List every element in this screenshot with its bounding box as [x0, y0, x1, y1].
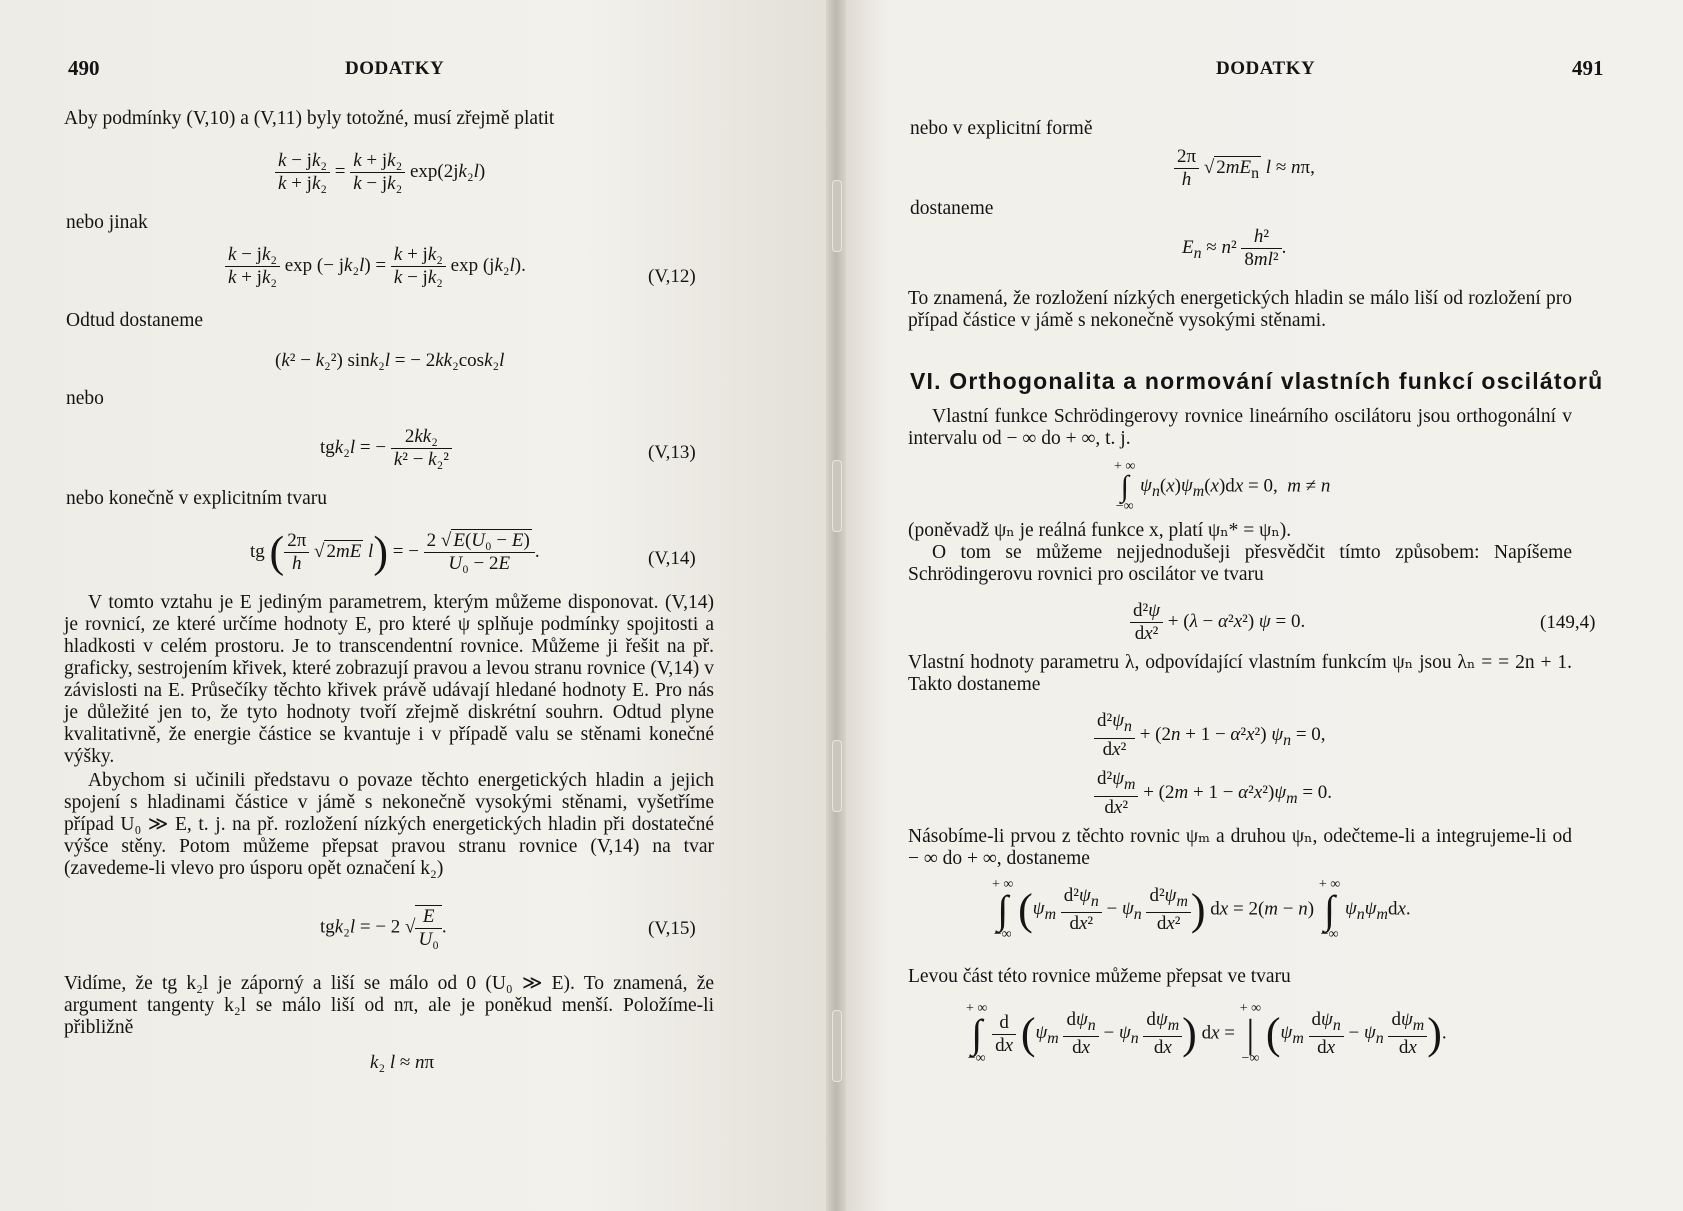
equation: $\frac{d^2\psi_m}{\text{dx²}}$ + $(2m + 1 - \alpha^2x^2)\psi_m = 0$.	[1094, 768, 1332, 819]
page-number: 490	[68, 56, 100, 80]
equation: tg ( $\frac{2\pi}{h}$ √ 2mE l) = − $\frac{\text{2 √ E(U₀ − E)}}{\text{U₀ − 2E}}$ .	[250, 527, 540, 577]
equation-number: (V,12)	[648, 266, 696, 287]
equation: tgk₂l = − 2 √ $\frac{E}{\text{U₀}}$ .	[320, 906, 447, 950]
text-line: dostaneme	[910, 198, 994, 219]
paragraph: O tom se můžeme nejjednodušeji přesvědčit tímto způsobem: Napíšeme Schrödingerovu rovnici pro oscilátor ve tvaru	[908, 542, 1572, 585]
paragraph: Abychom si učinili představu o povaze těchto energetických hladin a jejich spojení s hladinami částice v jámě s nekonečně vysokými stěnami, vyšetříme případ U₀ ≫ E, t. j. na př. rozložení nízkých energetických hladin při dostatečné výšce stěny. Potom můžeme přepsat pravou stranu rovnice (V,14) na tvar (zavedeme-li vlevo pro úsporu opět označení k₂)	[64, 770, 714, 879]
equation: $E_n \approx n^2$ $\frac{\text{h²}}{\text{8ml²}}$ .	[1182, 226, 1287, 270]
equation: + ∞ ∫ −∞ ($\psi_m$ $\frac{d^2\psi_n}{\text{dx²}}$ − $\psi_n$ $\frac{d^2\psi_m}{\text{dx²}}$ ) dx = 2(m − n) + ∞ ∫ −∞ $\psi_n\psi_mdx$.	[992, 877, 1411, 942]
paragraph: V tomto vztahu je E jediným parametrem, kterým můžeme disponovat. (V,14) je rovnicí, ze které určíme hodnoty E, pro které ψ splňuje podmínky spojitosti a hladkosti v celém prostoru. Je to transcendentní rovnice. Můžeme ji řešit na př. graficky, sestrojením křivek, které zobrazují pravou a levou stranu rovnice (V,14) v závislosti na E. Průsečíky těchto křivek právě udávají hledané hodnoty E. Pro nás je důležité jen to, že tyto hodnoty tvoří zřejmě diskrétní souhrn. Odtud plyne kvalitativně, že energie částice se kvantuje i v případě valu se stěnami konečné výšky.	[64, 592, 714, 767]
equation-number: (V,14)	[648, 548, 696, 569]
running-head: DODATKY	[345, 58, 445, 79]
equation: (k² − k₂²) sink₂l = − 2kk₂cosk₂l	[275, 350, 505, 371]
equation-number: (149,4)	[1540, 612, 1596, 633]
text-line: (poněvadž ψₙ je reálná funkce x, platí ψₙ* = ψₙ).	[908, 520, 1292, 541]
equation: $\frac{\text{k − jk₂}}{\text{k + jk₂}}$ = $\frac{\text{k + jk₂}}{\text{k − jk₂}}$ exp(2jk₂l)	[275, 150, 485, 195]
equation: + ∞ ∫ −∞ $\frac{d}{dx}$ ($\psi_m$ $\frac{d\psi_n}{dx}$ − $\psi_n$ $\frac{d\psi_m}{dx}$ ) dx = + ∞ | −∞ ($\psi_m$ $\frac{d\psi_n}{dx}$ − $\psi_n$ $\frac{d\psi_m}{dx}$ ).	[966, 1001, 1447, 1066]
text-line: Levou část této rovnice můžeme přepsat ve tvaru	[908, 966, 1291, 987]
text-line: nebo konečně v explicitním tvaru	[66, 488, 328, 509]
left-page	[0, 0, 836, 1211]
equation: + ∞ ∫ −∞ $\psi_n(x)\psi_m(x)dx = 0$, m ≠ n	[1114, 459, 1331, 514]
binding-stitch	[832, 740, 842, 812]
binding-stitch	[832, 1010, 842, 1082]
equation: $\frac{2\pi}{h}$ √ $2mE_n$ l ≈ nπ,	[1174, 146, 1315, 191]
paragraph: To znamená, že rozložení nízkých energetických hladin se málo liší od rozložení pro případ částice v jámě s nekonečně vysokými stěnami.	[908, 288, 1572, 331]
text-line: nebo jinak	[66, 212, 148, 233]
paragraph: Vidíme, že tg k₂l je záporný a liší se málo od 0 (U₀ ≫ E). To znamená, že argument tangenty k₂l se málo liší od nπ, ale je poněkud menší. Položíme-li přibližně	[64, 973, 714, 1038]
equation: $\frac{d^2\psi_n}{\text{dx²}}$ + (2n + 1 − α²x²) $\psi_n = 0$,	[1094, 710, 1326, 761]
text-line: nebo	[66, 388, 104, 409]
paragraph: Násobíme-li prvou z těchto rovnic ψₘ a druhou ψₙ, odečteme-li a integrujeme-li od − ∞ do + ∞, dostaneme	[908, 826, 1572, 869]
paragraph: Vlastní funkce Schrödingerovy rovnice lineárního oscilátoru jsou orthogonální v intervalu od − ∞ do + ∞, t. j.	[908, 406, 1572, 449]
binding-stitch	[832, 180, 842, 252]
running-head: DODATKY	[1216, 58, 1316, 79]
equation-number: (V,15)	[648, 918, 696, 939]
page-number: 491	[1572, 56, 1604, 80]
equation: $\frac{\text{d²ψ}}{\text{dx²}}$ + (λ − α²x²) ψ = 0.	[1130, 600, 1305, 645]
right-page	[836, 0, 1683, 1211]
equation: tgk₂l = − $\frac{\text{2kk₂}}{\text{k² − k₂²}}$	[320, 426, 452, 471]
paragraph: Vlastní hodnoty parametru λ, odpovídající vlastním funkcím ψₙ jsou λₙ = = 2n + 1. Takto dostaneme	[908, 652, 1572, 695]
equation: k₂ l ≈ nπ	[370, 1052, 435, 1073]
text-line: Odtud dostaneme	[66, 310, 204, 331]
equation-number: (V,13)	[648, 442, 696, 463]
binding-stitch	[832, 460, 842, 532]
equation: $\frac{\text{k − jk₂}}{\text{k + jk₂}}$ exp (− jk₂l) = $\frac{\text{k + jk₂}}{\text{k − jk₂}}$ exp (jk₂l).	[225, 244, 526, 289]
section-heading: VI. Orthogonalita a normování vlastních funkcí oscilátorů	[910, 368, 1604, 394]
paragraph: Aby podmínky (V,10) a (V,11) byly totožné, musí zřejmě platit	[64, 108, 555, 129]
text-line: nebo v explicitní formě	[910, 118, 1093, 139]
